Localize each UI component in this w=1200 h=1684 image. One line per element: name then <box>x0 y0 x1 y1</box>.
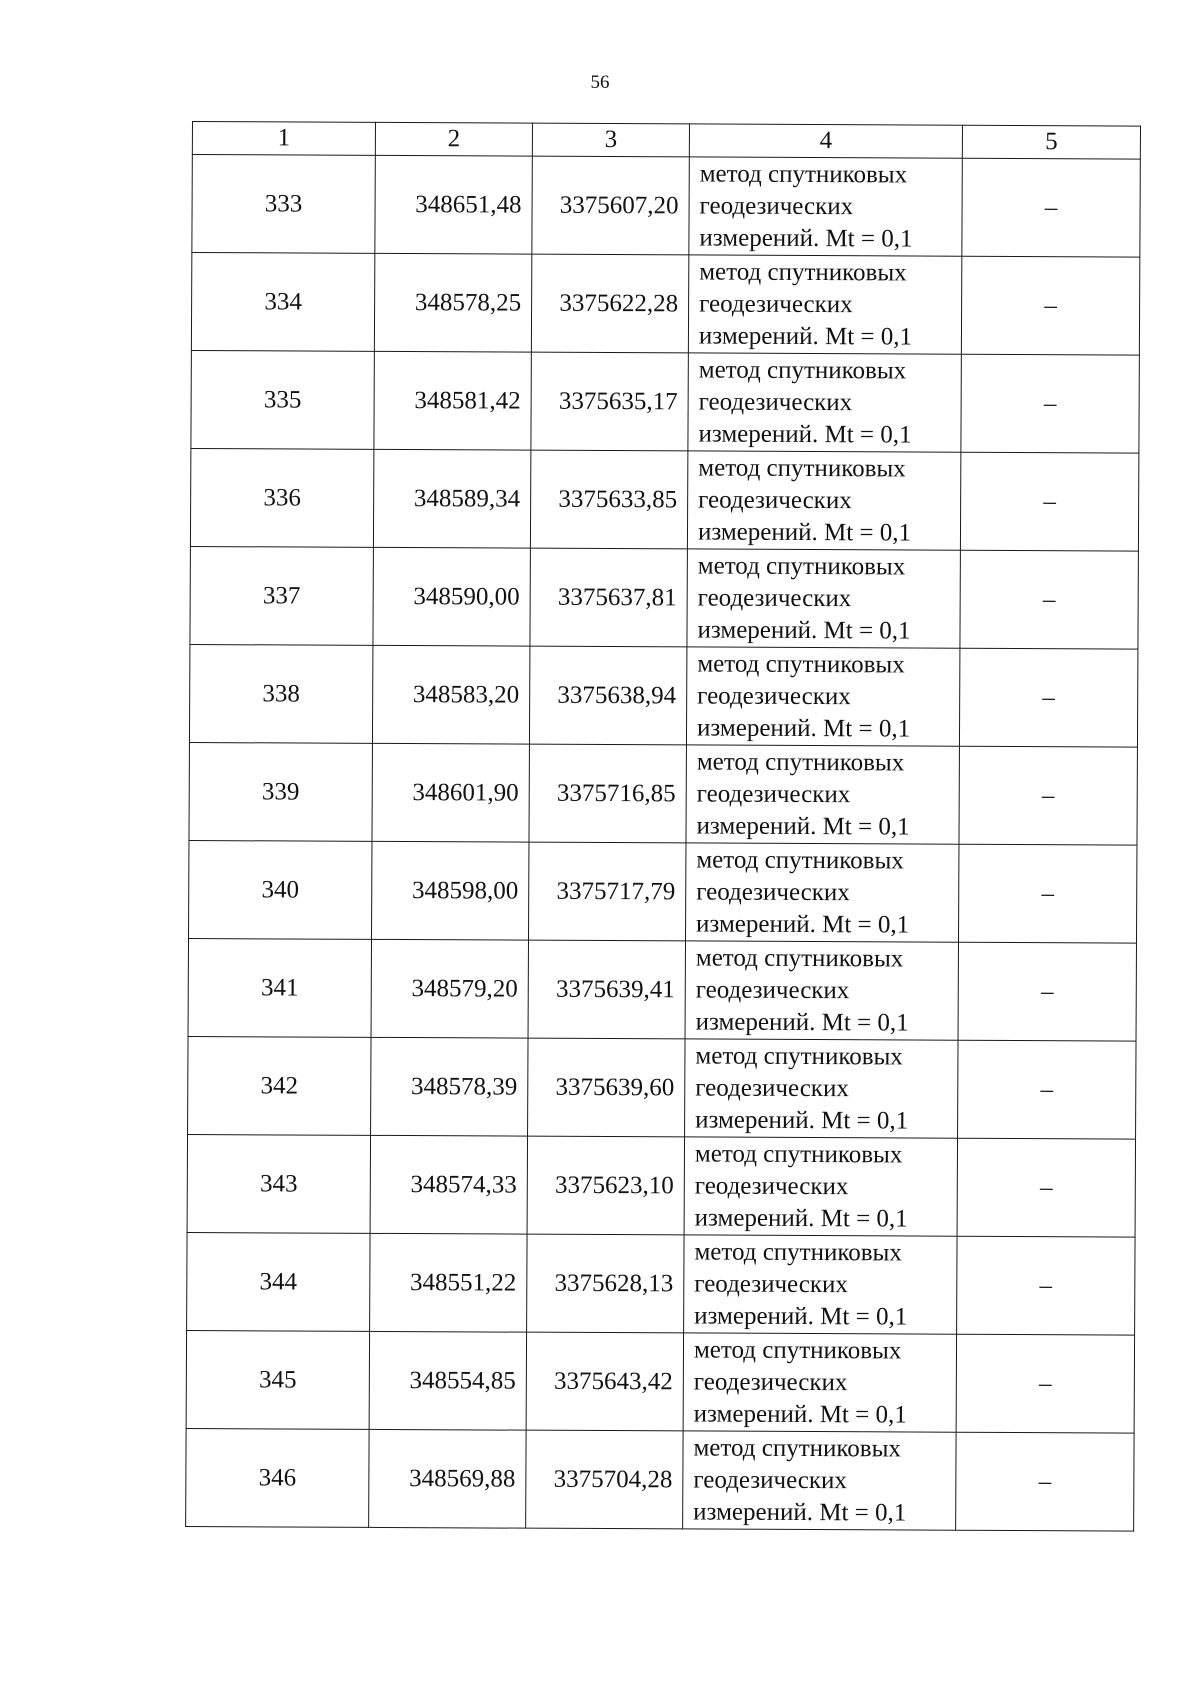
x-coordinate-cell: 348598,00 <box>372 841 529 940</box>
method-line: метод спутниковых <box>699 159 908 188</box>
method-cell <box>685 843 958 942</box>
page-number: 56 <box>590 72 610 93</box>
method-cell <box>688 353 961 452</box>
table-row <box>190 448 1138 551</box>
method-line: метод спутниковых <box>693 1335 902 1364</box>
method-cell <box>685 941 958 1040</box>
x-coordinate-cell: 348589,34 <box>373 449 530 548</box>
y-coordinate-cell: 3375628,13 <box>527 1234 684 1333</box>
note-cell: – <box>958 844 1136 943</box>
point-number-cell: 337 <box>190 546 373 645</box>
note-cell: – <box>960 550 1138 649</box>
method-line: метод спутниковых <box>696 845 904 874</box>
method-line: измерений. Mt = 0,1 <box>699 223 913 253</box>
method-line: геодезических <box>694 1171 849 1200</box>
method-line: геодезических <box>693 1367 848 1396</box>
table-body <box>186 155 1141 1532</box>
method-line: геодезических <box>694 1269 848 1298</box>
method-cell <box>684 1235 957 1334</box>
method-line: измерений. Mt = 0,1 <box>696 811 910 841</box>
point-number-cell: 336 <box>190 448 373 547</box>
method-cell <box>689 157 962 256</box>
method-line: измерений. Mt = 0,1 <box>696 909 910 939</box>
x-coordinate-cell: 348574,33 <box>370 1135 527 1234</box>
x-coordinate-cell: 348601,90 <box>372 743 529 842</box>
method-line: измерений. Mt = 0,1 <box>698 321 913 351</box>
method-line: метод спутниковых <box>695 1041 903 1070</box>
note-cell: – <box>960 452 1138 551</box>
x-coordinate-cell: 348590,00 <box>373 547 530 646</box>
method-cell <box>688 255 961 354</box>
y-coordinate-cell: 3375633,85 <box>530 450 687 549</box>
point-number-cell: 334 <box>191 253 374 352</box>
method-cell <box>685 1039 958 1138</box>
table-header <box>192 122 1140 160</box>
table-row <box>189 840 1137 943</box>
point-number-cell: 343 <box>187 1134 370 1233</box>
method-line: геодезических <box>698 485 852 514</box>
note-cell: – <box>957 1138 1135 1237</box>
y-coordinate-cell: 3375717,79 <box>529 842 686 941</box>
y-coordinate-cell: 3375643,42 <box>526 1332 683 1431</box>
method-line: измерений. Mt = 0,1 <box>695 1105 909 1135</box>
x-coordinate-cell: 348569,88 <box>369 1429 526 1528</box>
point-number-cell: 340 <box>189 840 372 939</box>
method-line: геодезических <box>693 1465 848 1494</box>
y-coordinate-cell: 3375623,10 <box>527 1136 684 1235</box>
x-coordinate-cell: 348551,22 <box>370 1233 527 1332</box>
method-cell <box>683 1431 956 1530</box>
method-cell <box>686 745 959 844</box>
point-number-cell: 346 <box>186 1428 369 1527</box>
point-number-cell: 338 <box>189 644 372 743</box>
x-coordinate-cell: 348581,42 <box>374 351 531 450</box>
method-line: метод спутниковых <box>694 1139 903 1168</box>
note-cell: – <box>958 1040 1136 1139</box>
header-col-2: 2 <box>375 122 532 156</box>
y-coordinate-cell: 3375622,28 <box>531 254 688 353</box>
method-line: метод спутниковых <box>697 649 905 678</box>
point-number-cell: 339 <box>189 742 372 841</box>
method-line: метод спутниковых <box>697 551 906 580</box>
x-coordinate-cell: 348651,48 <box>375 155 532 254</box>
table-row <box>191 253 1139 356</box>
method-line: измерений. Mt = 0,1 <box>694 1301 908 1331</box>
x-coordinate-cell: 348578,39 <box>371 1037 528 1136</box>
method-line: метод спутниковых <box>693 1433 901 1462</box>
method-line: измерений. Mt = 0,1 <box>695 1007 909 1037</box>
method-line: геодезических <box>696 877 850 906</box>
table-row <box>188 938 1136 1041</box>
method-line: геодезических <box>699 191 854 220</box>
method-cell <box>683 1333 956 1432</box>
method-line: геодезических <box>695 975 850 1004</box>
y-coordinate-cell: 3375639,60 <box>528 1038 685 1137</box>
method-line: геодезических <box>696 779 851 808</box>
note-cell: – <box>961 256 1139 355</box>
header-row <box>192 122 1140 160</box>
table-row <box>191 350 1139 453</box>
method-line: метод спутниковых <box>698 355 907 384</box>
y-coordinate-cell: 3375637,81 <box>530 548 687 647</box>
note-cell: – <box>957 1236 1135 1335</box>
x-coordinate-cell: 348583,20 <box>372 645 529 744</box>
method-line: геодезических <box>697 681 851 710</box>
table-row <box>189 644 1137 747</box>
note-cell: – <box>958 942 1136 1041</box>
method-line: геодезических <box>697 583 852 612</box>
table-row <box>188 1036 1136 1139</box>
y-coordinate-cell: 3375635,17 <box>531 352 688 451</box>
y-coordinate-cell: 3375639,41 <box>528 940 685 1039</box>
note-cell: – <box>956 1334 1134 1433</box>
x-coordinate-cell: 348578,25 <box>374 253 531 352</box>
method-line: метод спутниковых <box>698 453 906 482</box>
x-coordinate-cell: 348579,20 <box>371 939 528 1038</box>
method-line: измерений. Mt = 0,1 <box>693 1399 907 1429</box>
y-coordinate-cell: 3375716,85 <box>529 744 686 843</box>
y-coordinate-cell: 3375607,20 <box>532 156 689 255</box>
method-line: измерений. Mt = 0,1 <box>696 713 911 743</box>
method-line: измерений. Mt = 0,1 <box>694 1203 908 1233</box>
table-row <box>190 546 1138 649</box>
x-coordinate-cell: 348554,85 <box>369 1331 526 1430</box>
note-cell: – <box>959 746 1137 845</box>
point-number-cell: 341 <box>188 938 371 1037</box>
table-row <box>189 742 1137 845</box>
method-line: измерений. Mt = 0,1 <box>697 615 911 645</box>
method-line: геодезических <box>698 387 853 416</box>
method-line: метод спутниковых <box>696 747 905 776</box>
header-col-4: 4 <box>689 124 962 158</box>
header-col-1: 1 <box>192 122 375 156</box>
table-row <box>186 1330 1134 1433</box>
header-col-5: 5 <box>962 125 1140 159</box>
method-line: метод спутниковых <box>699 257 907 286</box>
y-coordinate-cell: 3375638,94 <box>529 646 686 745</box>
method-cell <box>687 549 960 648</box>
point-number-cell: 335 <box>191 350 374 449</box>
method-line: измерений. Mt = 0,1 <box>697 517 912 547</box>
method-cell <box>684 1137 957 1236</box>
y-coordinate-cell: 3375704,28 <box>526 1430 683 1529</box>
table-row <box>187 1232 1135 1335</box>
note-cell: – <box>959 648 1137 747</box>
header-col-3: 3 <box>532 123 689 157</box>
table-row <box>186 1428 1134 1531</box>
table-row <box>192 155 1140 258</box>
note-cell: – <box>962 158 1140 257</box>
point-number-cell: 342 <box>188 1036 371 1135</box>
point-number-cell: 344 <box>187 1232 370 1331</box>
method-line: геодезических <box>699 289 853 318</box>
method-line: метод спутниковых <box>694 1237 902 1266</box>
note-cell: – <box>961 354 1139 453</box>
method-line: метод спутниковых <box>695 943 904 972</box>
method-line: геодезических <box>695 1073 849 1102</box>
note-cell: – <box>956 1432 1134 1531</box>
method-line: измерений. Mt = 0,1 <box>693 1497 907 1527</box>
point-number-cell: 345 <box>186 1330 369 1429</box>
table-row <box>187 1134 1135 1237</box>
method-line: измерений. Mt = 0,1 <box>698 419 912 449</box>
point-number-cell: 333 <box>192 155 375 254</box>
coordinates-table <box>185 121 1141 1532</box>
method-cell <box>686 647 959 746</box>
method-cell <box>687 451 960 550</box>
